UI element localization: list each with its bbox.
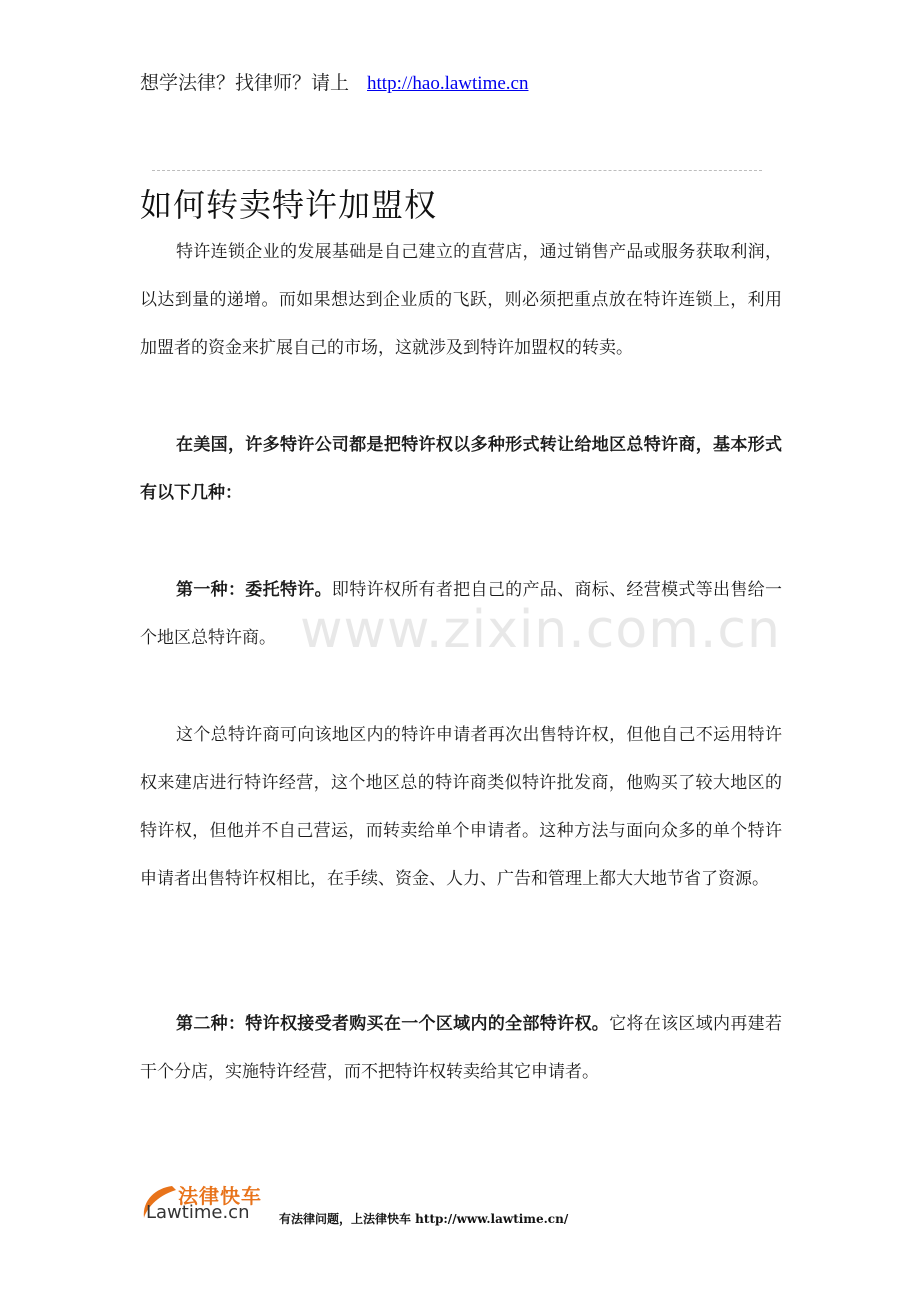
paragraph-master-franchisee: 这个总特许商可向该地区内的特许申请者再次出售特许权，但他自己不运用特许权来建店进行特许经营，这个地区总的特许商类似特许批发商，他购买了较大地区的特许权，但他并不自己营运，而转卖给单个申请者。这种方法与面向众多的单个特许申请者出售特许权相比，在手续、资金、人力、广告和管理上都大大地节省了资源。 <box>140 725 782 889</box>
paragraph-us-forms: 在美国，许多特许公司都是把特许权以多种形式转让给地区总特许商，基本形式有以下几种： <box>140 435 782 503</box>
header-divider <box>152 170 762 171</box>
page-footer <box>138 1180 638 1230</box>
article-title: 如何转卖特许加盟权 <box>140 186 438 224</box>
logo-chinese-text: 法律快车 <box>178 1184 262 1208</box>
header-prompt: 想学法律？找律师？请上 <box>140 72 350 94</box>
page-header <box>140 68 528 95</box>
header-link[interactable]: http://hao.lawtime.cn <box>367 73 529 94</box>
type-two-body: 它将在该区域内再建若干个分店，实施特许经营，而不把特许权转卖给其它申请者。 <box>140 1014 783 1082</box>
type-one-body: 即特许权所有者把自己的产品、商标、经营模式等出售给一个地区总特许商。 <box>140 580 783 648</box>
paragraph-intro: 特许连锁企业的发展基础是自己建立的直营店，通过销售产品或服务获取利润，以达到量的递增。而如果想达到企业质的飞跃，则必须把重点放在特许连锁上，利用加盟者的资金来扩展自己的市场，这就涉及到特许加盟权的转卖。 <box>140 242 782 358</box>
type-one-heading: 第一种：委托特许。 <box>176 580 332 600</box>
footer-tagline: 有法律问题，上法律快车 http://www.lawtime.cn/ <box>279 1212 569 1226</box>
paragraph-type-two <box>140 1000 782 1096</box>
logo-english-text: Lawtime.cn <box>146 1202 250 1223</box>
watermark: www.zixin.com.cn <box>300 600 781 660</box>
type-two-heading: 第二种：特许权接受者购买在一个区域内的全部特许权。 <box>176 1014 610 1034</box>
lawtime-logo[interactable] <box>138 1180 278 1226</box>
